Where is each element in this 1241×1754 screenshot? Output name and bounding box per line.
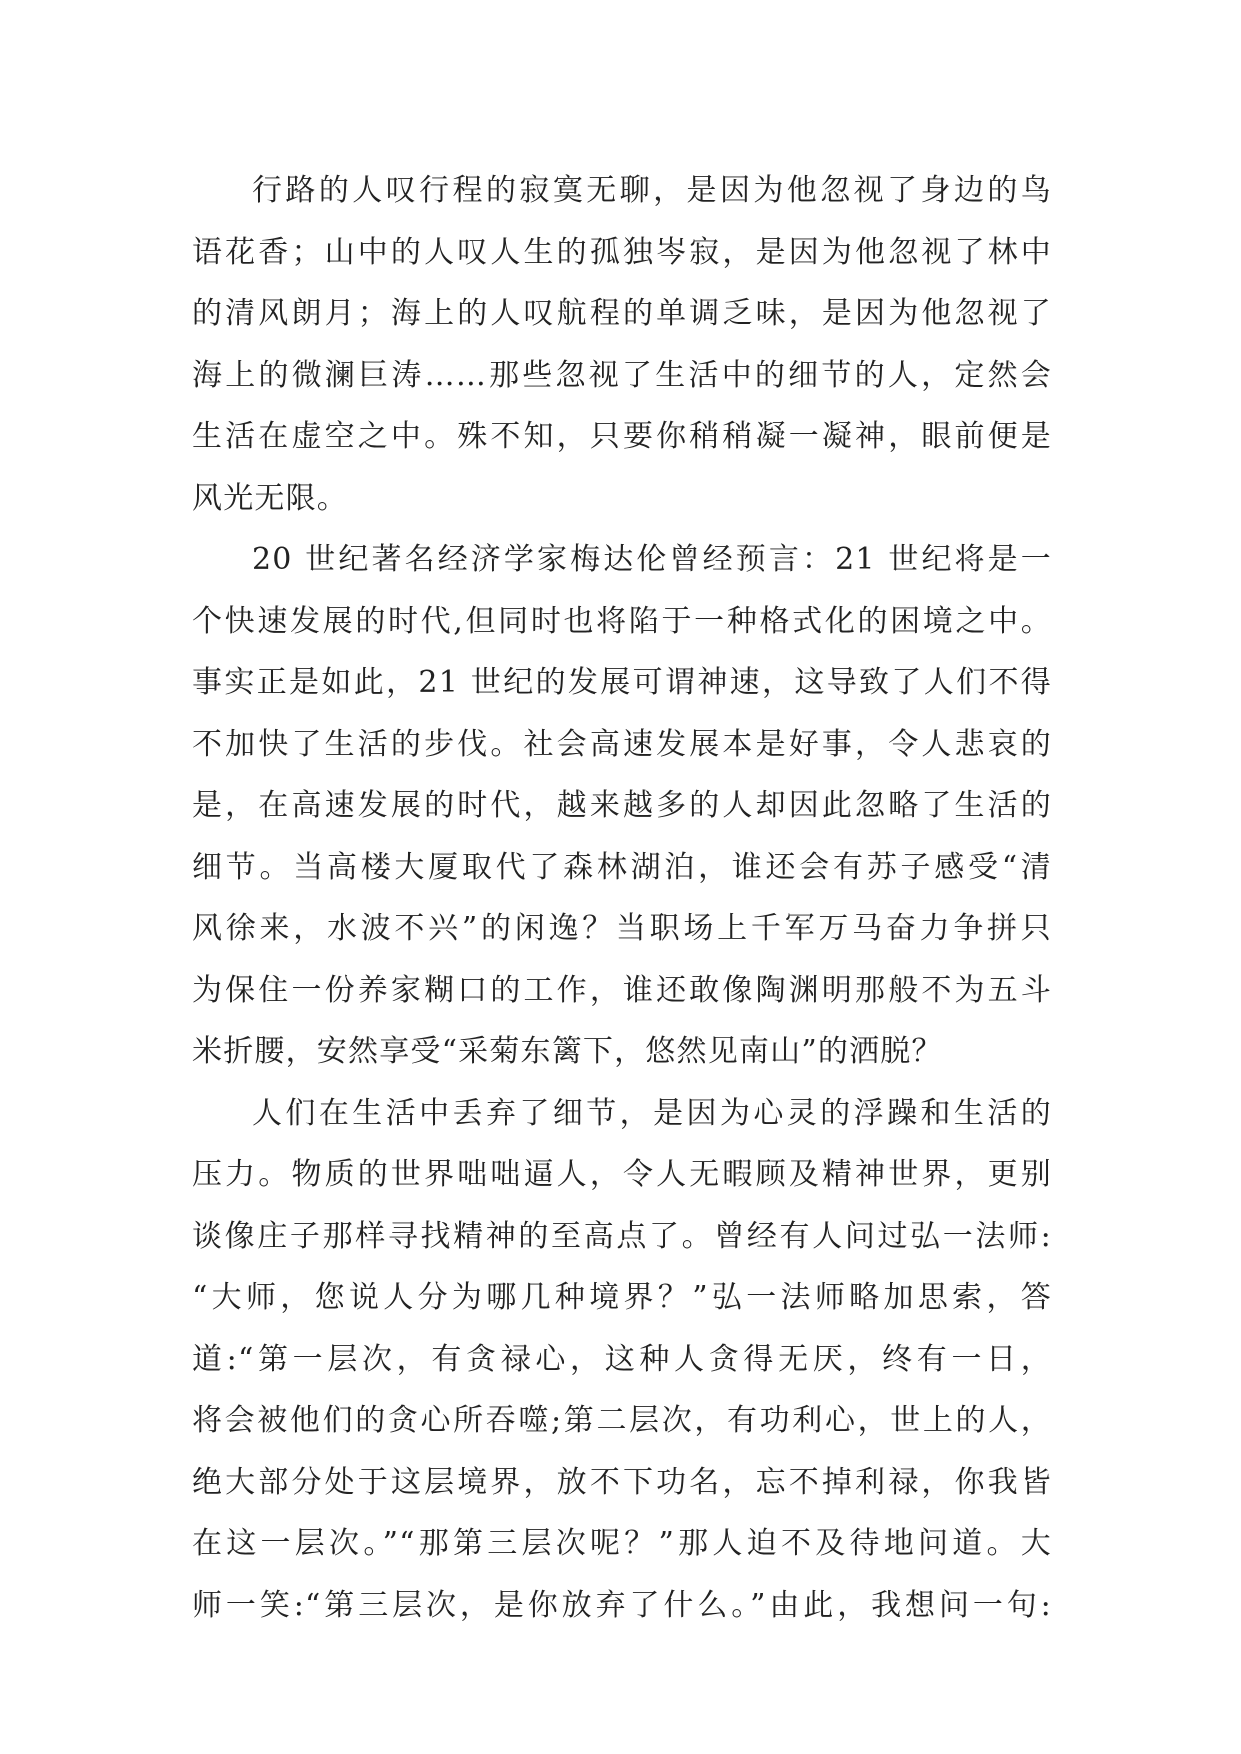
text-line: 米折腰，安然享受“采菊东篱下，悠然见南山”的洒脱？	[192, 1034, 943, 1069]
text-line: 为保住一份养家糊口的工作，谁还敢像陶渊明那般不为五斗	[192, 972, 1052, 1008]
text-line: 在这一层次。”“那第三层次呢？”那人迫不及待地问道。大	[192, 1526, 1052, 1561]
text-line: 谈像庄子那样寻找精神的至高点了。曾经有人问过弘一法师:	[192, 1218, 1052, 1254]
text-line: 是，在高速发展的时代，越来越多的人却因此忽略了生活的	[192, 788, 1052, 823]
text-line: 师一笑:“第三层次，是你放弃了什么。”由此，我想问一句:	[192, 1587, 1052, 1623]
text-line: 将会被他们的贪心所吞噬;第二层次，有功利心，世上的人，	[192, 1403, 1052, 1438]
paragraph-2	[192, 529, 1052, 1083]
text-line: 海上的微澜巨涛……那些忽视了生活中的细节的人，定然会	[192, 357, 1052, 393]
text-line: 绝大部分处于这层境界，放不下功名，忘不掉利禄，你我皆	[192, 1464, 1052, 1500]
text-line: 个快速发展的时代,但同时也将陷于一种格式化的困境之中。	[192, 603, 1052, 639]
text-line: 20 世纪著名经济学家梅达伦曾经预言：21 世纪将是一	[252, 542, 1052, 577]
text-line: 事实正是如此，21 世纪的发展可谓神速，这导致了人们不得	[192, 665, 1052, 700]
text-line: 人们在生活中丢弃了细节，是因为心灵的浮躁和生活的	[252, 1095, 1052, 1131]
text-line: 压力。物质的世界咄咄逼人，令人无暇顾及精神世界，更别	[192, 1157, 1052, 1192]
text-line: 生活在虚空之中。殊不知，只要你稍稍凝一凝神，眼前便是	[192, 419, 1052, 454]
paragraph-3	[192, 1083, 1052, 1637]
paragraph-1	[192, 160, 1052, 529]
text-line: 不加快了生活的步伐。社会高速发展本是好事，令人悲哀的	[192, 726, 1052, 762]
text-line: 风徐来，水波不兴”的闲逸？当职场上千军万马奋力争拼只	[192, 911, 1052, 946]
text-line: 风光无限。	[192, 480, 348, 516]
text-line: “大师，您说人分为哪几种境界？”弘一法师略加思索，答	[192, 1280, 1052, 1315]
text-line: 道:“第一层次，有贪禄心，这种人贪得无厌，终有一日，	[192, 1341, 1052, 1377]
body-text	[192, 160, 1052, 1636]
text-line: 语花香；山中的人叹人生的孤独岑寂，是因为他忽视了林中	[192, 234, 1052, 270]
text-line: 细节。当高楼大厦取代了森林湖泊，谁还会有苏子感受“清	[192, 849, 1052, 885]
text-line: 的清风朗月；海上的人叹航程的单调乏味，是因为他忽视了	[192, 296, 1052, 331]
text-line: 行路的人叹行程的寂寞无聊，是因为他忽视了身边的鸟	[252, 173, 1052, 208]
